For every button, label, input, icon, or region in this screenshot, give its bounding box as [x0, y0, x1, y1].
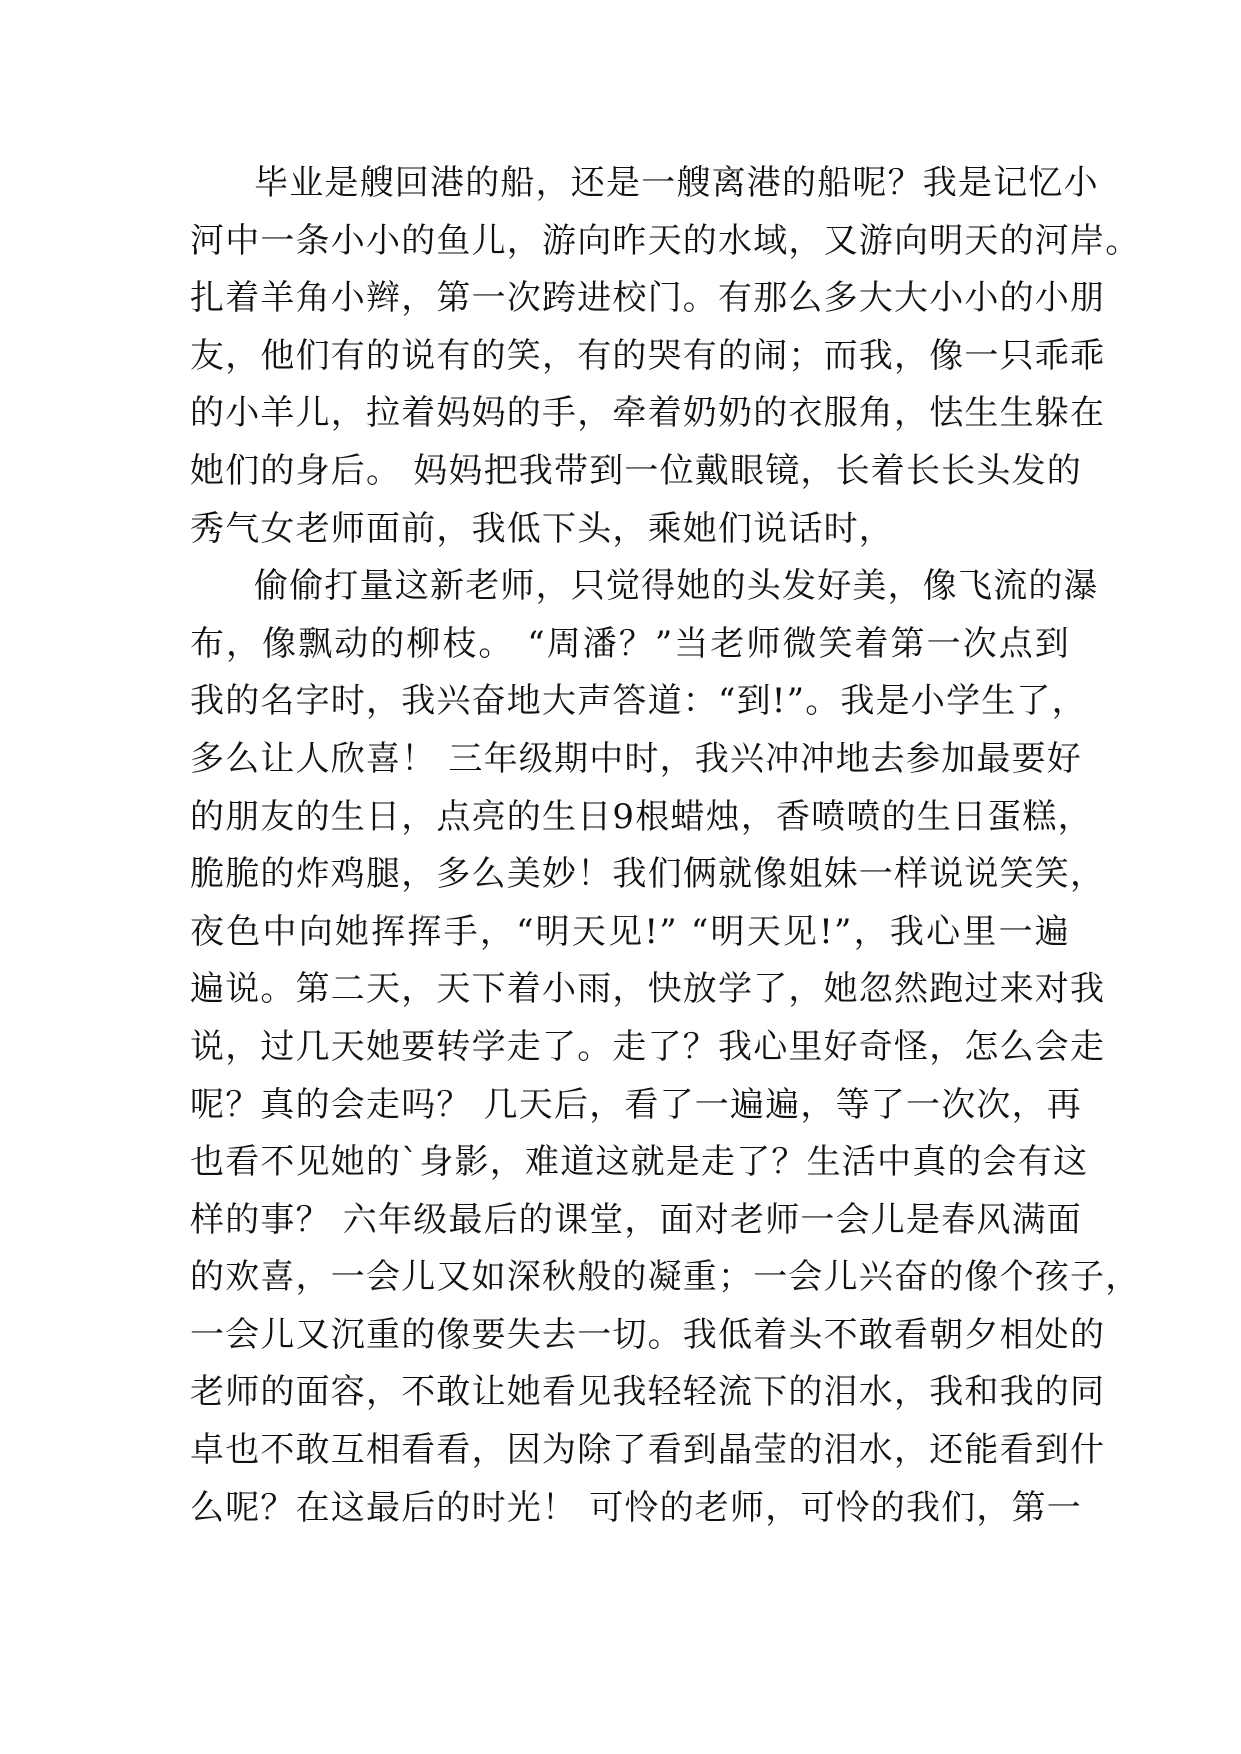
paragraph-2-line-11: 也看不见她的`身影，难道这就是走了？生活中真的会有这	[190, 1142, 1089, 1183]
paragraph-2-line-13: 的欢喜，一会儿又如深秋般的凝重；一会儿兴奋的像个孩子，	[190, 1257, 1141, 1298]
paragraph-2-line-5: 的朋友的生日，点亮的生日9根蜡烛，香喷喷的生日蛋糕，	[190, 796, 1093, 837]
paragraph-2-line-2: 布，像飘动的柳枝。 “周潘？”当老师微笑着第一次点到	[190, 623, 1070, 664]
paragraph-2-line-10: 呢？真的会走吗？ 几天后，看了一遍遍，等了一次次，再	[190, 1084, 1083, 1125]
paragraph-2-line-17: 么呢？在这最后的时光！ 可怜的老师，可怜的我们，第一	[190, 1487, 1083, 1528]
paragraph-1-line-1: 毕业是艘回港的船，还是一艘离港的船呢？我是记忆小	[254, 163, 1099, 203]
paragraph-2-line-14: 一会儿又沉重的像要失去一切。我低着头不敢看朝夕相处的	[190, 1314, 1106, 1355]
paragraph-1-line-4: 友，他们有的说有的笑，有的哭有的闹；而我，像一只乖乖	[190, 335, 1106, 376]
paragraph-2-line-15: 老师的面容，不敢让她看见我轻轻流下的泪水，我和我的同	[190, 1372, 1106, 1413]
paragraph-2-line-1: 偷偷打量这新老师，只觉得她的头发好美，像飞流的瀑	[254, 566, 1099, 607]
paragraph-2-line-8: 遍说。第二天，天下着小雨，快放学了，她忽然跑过来对我	[190, 969, 1106, 1010]
essay-body	[190, 155, 1141, 1537]
paragraph-2-line-16: 卓也不敢互相看看，因为除了看到晶莹的泪水，还能看到什	[190, 1430, 1106, 1471]
paragraph-2-line-12: 样的事？ 六年级最后的课堂，面对老师一会儿是春风满面	[190, 1199, 1083, 1240]
paragraph-2-line-4: 多么让人欣喜！ 三年级期中时，我兴冲冲地去参加最要好	[190, 738, 1083, 779]
paragraph-2-line-7: 夜色中向她挥挥手，“明天见!” “明天见!”，我心里一遍	[190, 911, 1070, 952]
paragraph-2-line-9: 说，过几天她要转学走了。走了？我心里好奇怪，怎么会走	[190, 1026, 1106, 1067]
paragraph-2-line-6: 脆脆的炸鸡腿，多么美妙！我们俩就像姐妹一样说说笑笑，	[190, 854, 1106, 895]
paragraph-1-line-7: 秀气女老师面前，我低下头，乘她们说话时，	[190, 508, 894, 549]
paragraph-1-line-5: 的小羊儿，拉着妈妈的手，牵着奶奶的衣服角，怯生生躲在	[190, 393, 1106, 434]
paragraph-1-line-2: 河中一条小小的鱼儿，游向昨天的水域，又游向明天的河岸。	[190, 220, 1141, 261]
paragraph-1-line-3: 扎着羊角小辫，第一次跨进校门。有那么多大大小小的小朋	[190, 278, 1106, 319]
paragraph-2-line-3: 我的名字时，我兴奋地大声答道：“到!”。我是小学生了，	[190, 681, 1087, 722]
paragraph-1-line-6: 她们的身后。 妈妈把我带到一位戴眼镜，长着长长头发的	[190, 450, 1083, 491]
